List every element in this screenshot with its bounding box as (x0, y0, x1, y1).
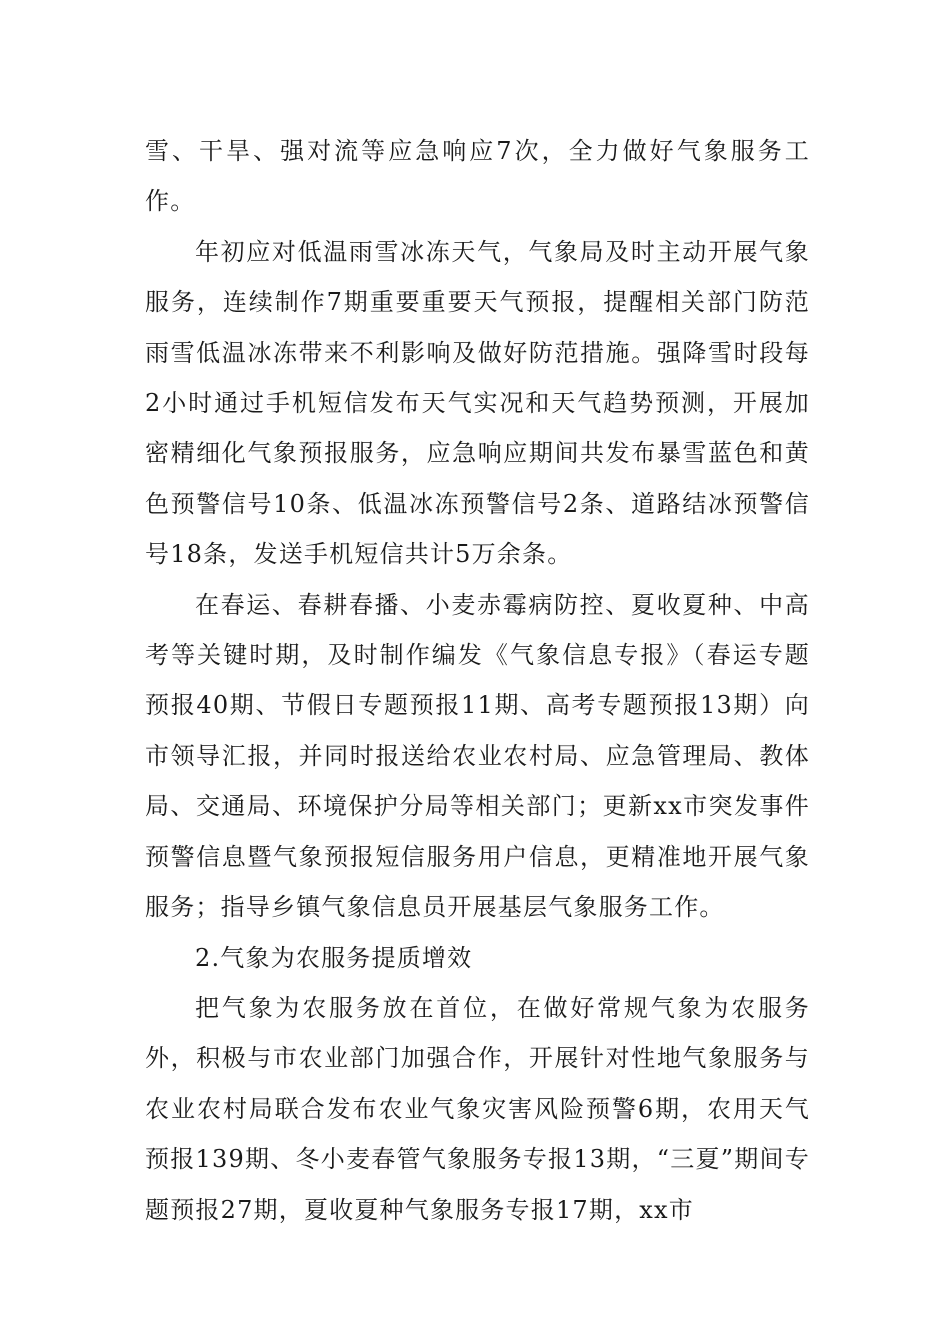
section-heading: 2.气象为农服务提质增效 (195, 943, 473, 972)
paragraph-continuation: 雪、干旱、强对流等应急响应7次，全力做好气象服务工作。 (145, 137, 810, 216)
document-body (145, 126, 810, 1235)
paragraph-key-periods: 在春运、春耕春播、小麦赤霉病防控、夏收夏种、中高考等关键时期，及时制作编发《气象信息专报》（春运专题预报40期、节假日专题预报11期、高考专题预报13期）向市领导汇报，并同时报送给农业农村局、应急管理局、教体局、交通局、环境保护分局等相关部门；更新xx市突发事件预警信息暨气象预报短信服务用户信息，更精准地开展气象服务；指导乡镇气象信息员开展基层气象服务工作。 (145, 590, 810, 922)
paragraph-agri-service: 把气象为农服务放在首位，在做好常规气象为农服务外，积极与市农业部门加强合作，开展针对性地气象服务与农业农村局联合发布农业气象灾害风险预警6期，农用天气预报139期、冬小麦春管气象服务专报13期，“三夏”期间专题预报27期，夏收夏种气象服务专报17期，xx市 (145, 993, 810, 1224)
paragraph-winter-weather: 年初应对低温雨雪冰冻天气，气象局及时主动开展气象服务，连续制作7期重要重要天气预报，提醒相关部门防范雨雪低温冰冻带来不利影响及做好防范措施。强降雪时段每2小时通过手机短信发布天气实况和天气趋势预测，开展加密精细化气象预报服务，应急响应期间共发布暴雪蓝色和黄色预警信号10条、低温冰冻预警信号2条、道路结冰预警信号18条，发送手机短信共计5万余条。 (145, 237, 810, 569)
